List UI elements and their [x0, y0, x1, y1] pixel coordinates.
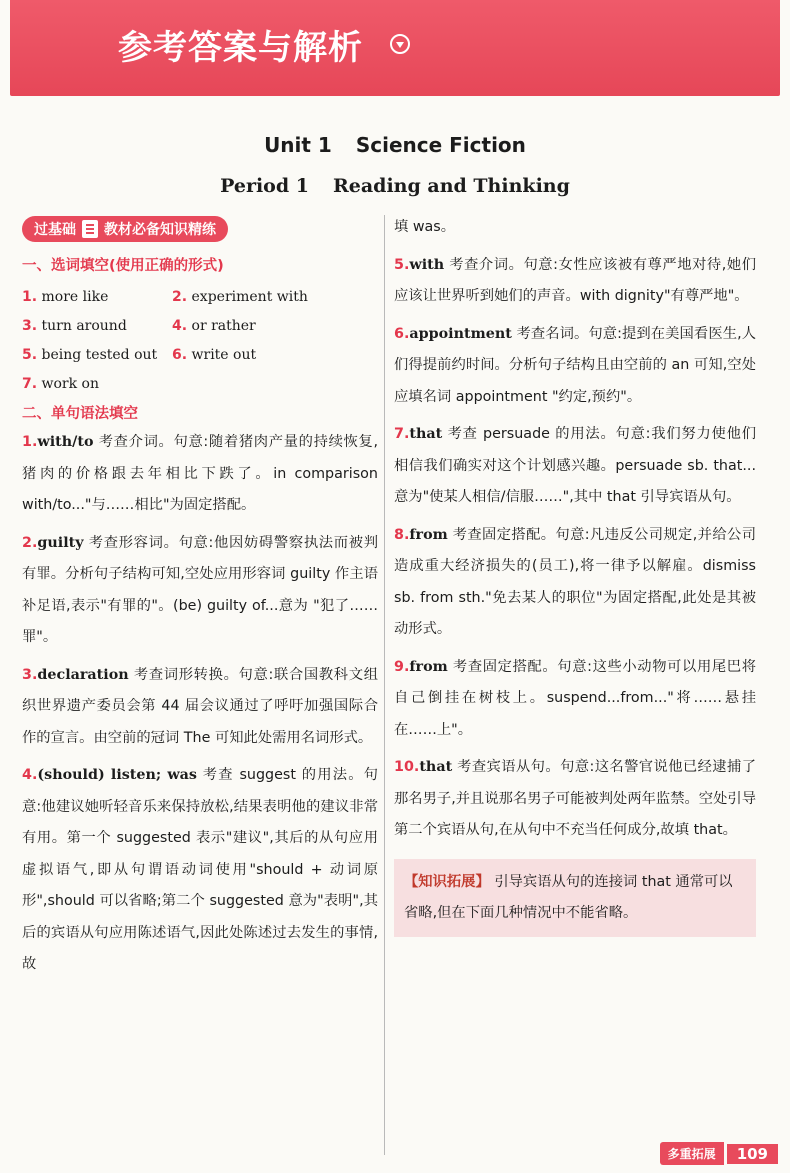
explanation-paragraph: 1.with/to 考查介词。句意:随着猪肉产量的持续恢复,猪肉的价格跟去年相比下跌了。in comparison with/to..."与……相比"为固定搭配。 [22, 434, 378, 513]
explanation-paragraph: 10.that 考查宾语从句。句意:这名警官说他已经逮捕了那名男子,并且说那名男子可能被判处两年监禁。空处引导第二个宾语从句,在从句中不充当任何成分,故填 that。 [394, 759, 756, 838]
unit-label: Unit 1 [264, 133, 332, 157]
explanation-paragraph: 2.guilty 考查形容词。句意:他因妨碍警察执法而被判有罪。分析句子结构可知,空处应用形容词 guilty 作主语补足语,表示"有罪的"。(be) guilty of...意为 "犯了……罪"。 [22, 534, 378, 645]
period-label: Period 1 [220, 175, 309, 197]
answer-item: 4. or rather [172, 318, 256, 334]
explanation-paragraph: 5.with 考查介词。句意:女性应该被有尊严地对待,她们应该让世界听到她们的声音。with dignity"有尊严地"。 [394, 256, 756, 304]
part1-heading: 一、选词填空(使用正确的形式) [22, 258, 224, 274]
answer-item: 2. experiment with [172, 289, 308, 305]
continued-text: 填 was。 [394, 219, 456, 235]
period-name: Reading and Thinking [332, 175, 570, 197]
explanation-paragraph: 4.(should) listen; was 考查 suggest 的用法。句意:他建议她听轻音乐来保持放松,结果表明他的建议非常有用。第一个 suggested 表示"建议",其后的从句应用虚拟语气,即从句谓语动词使用"should + 动词原形",should 可以省略;第二个 suggested 意为"表明",其后的宾语从句应用陈述语气,因此处陈述过去发生的事情,故 [22, 767, 378, 972]
page-footer [660, 1142, 778, 1165]
explanation-paragraph: 7.that 考查 persuade 的用法。句意:我们努力使他们相信我们确实对这个计划感兴趣。persuade sb. that...意为"使某人相信/信服……",其中 that 引导宾语从句。 [394, 426, 756, 505]
explanation-paragraph: 8.from 考查固定搭配。句意:凡违反公司规定,并给公司造成重大经济损失的(员工),将一律予以解雇。dismiss sb. from sth."免去某人的职位"为固定搭配,此处是其被动形式。 [394, 526, 756, 637]
section-pill-right: 教材必备知识精练 [104, 222, 216, 238]
header-banner [10, 0, 780, 96]
page-number: 109 [727, 1144, 778, 1164]
period-title [0, 175, 790, 197]
right-column [394, 212, 756, 937]
note-tag: 【知识拓展】 [404, 873, 490, 890]
explanation-paragraph: 6.appointment 考查名词。句意:提到在美国看医生,人们得提前约时间。分析句子结构且由空前的 an 可知,空处应填名词 appointment "约定,预约"。 [394, 325, 756, 405]
answer-item: 5. being tested out [22, 347, 158, 363]
section-pill [22, 216, 228, 242]
chevron-down-circle-icon [390, 34, 410, 54]
unit-name: Science Fiction [355, 133, 526, 157]
unit-title [0, 133, 790, 157]
section-pill-left: 过基础 [34, 222, 76, 238]
answer-item: 7. work on [22, 376, 99, 392]
left-column [22, 216, 378, 981]
footer-tag: 多重拓展 [660, 1142, 724, 1165]
note-text: 引导宾语从句的连接词 that 通常可以省略,但在下面几种情况中不能省略。 [404, 873, 733, 921]
part2-heading: 二、单句语法填空 [22, 406, 138, 422]
knowledge-note [394, 859, 756, 937]
book-icon [82, 220, 98, 238]
explanation-paragraph: 9.from 考查固定搭配。句意:这些小动物可以用尾巴将自己倒挂在树枝上。suspend...from..."将……悬挂在……上"。 [394, 658, 756, 738]
explanation-paragraph: 3.declaration 考查词形转换。句意:联合国教科文组织世界遗产委员会第 44 届会议通过了呼吁加强国际合作的宣言。由空前的冠词 The 可知此处需用名词形式。 [22, 666, 378, 746]
answer-item: 1. more like [22, 289, 109, 305]
part1-answers [22, 289, 378, 392]
answer-item: 6. write out [172, 347, 257, 363]
page-title: 参考答案与解析 [118, 28, 363, 68]
answer-item: 3. turn around [22, 318, 127, 334]
column-divider [384, 215, 385, 1155]
